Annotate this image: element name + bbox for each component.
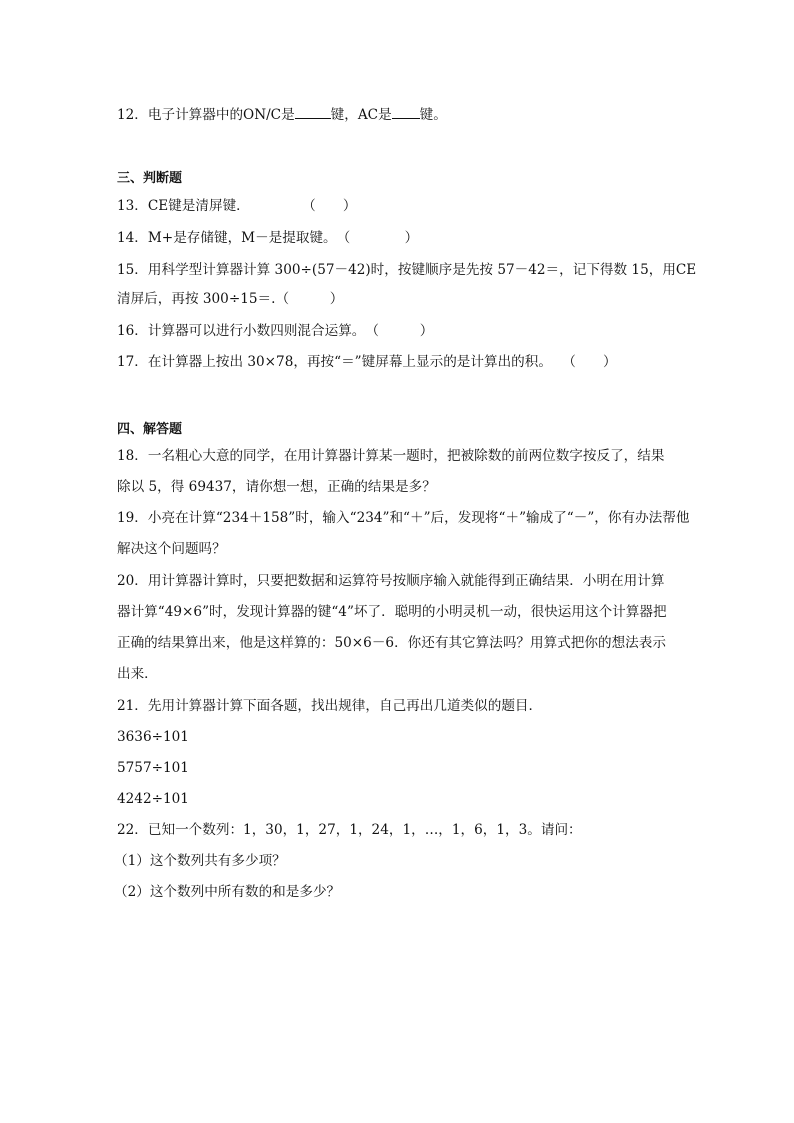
q13-answer-paren[interactable]: （ ） bbox=[302, 198, 357, 214]
question-15-line-1: 15．用科学型计算器计算 300÷(57－42)时，按键顺序是先按 57－42＝，记下得数 15，用CE bbox=[117, 262, 697, 278]
q17-text: 17．在计算器上按出 30×78，再按“＝”键屏幕上显示的是计算出的积。 bbox=[117, 354, 552, 370]
question-13 bbox=[117, 200, 356, 214]
q13-text: 13．CE键是清屏键． bbox=[117, 198, 250, 214]
question-22-sub-2: （2）这个数列中所有数的和是多少？ bbox=[114, 884, 341, 900]
question-19-line-2: 解决这个问题吗？ bbox=[117, 541, 226, 557]
question-15-line-2 bbox=[117, 293, 343, 307]
question-20-line-4: 出来． bbox=[117, 666, 158, 682]
question-21-line-1: 21．先用计算器计算下面各题，找出规律，自己再出几道类似的题目． bbox=[117, 698, 543, 714]
q16-answer-paren[interactable]: （ ） bbox=[365, 323, 434, 339]
q12-blank-2[interactable] bbox=[392, 106, 420, 119]
question-21-item-1: 3636÷101 bbox=[117, 729, 189, 745]
question-16 bbox=[117, 325, 433, 339]
q17-answer-paren[interactable]: （ ） bbox=[562, 354, 617, 370]
q12-text-a: 12．电子计算器中的ON/C是 bbox=[117, 107, 295, 123]
q12-text-b: 键，AC是 bbox=[330, 107, 392, 123]
question-19-line-1: 19．小亮在计算“234＋158”时，输入“234”和“＋”后，发现将“＋”输成了“－”，你有办法帮他 bbox=[117, 510, 690, 526]
question-12 bbox=[117, 106, 447, 123]
q14-answer-paren[interactable]: （ ） bbox=[336, 230, 419, 246]
question-18-line-2: 除以 5，得 69437，请你想一想，正确的结果是多？ bbox=[117, 479, 436, 495]
question-22-line-1: 22．已知一个数列：1，30，1，27，1，24，1，…，1，6，1，3。请问： bbox=[117, 822, 582, 838]
question-18-line-1: 18．一名粗心大意的同学，在用计算器计算某一题时，把被除数的前两位数字按反了，结果 bbox=[117, 448, 665, 464]
q15-text: 清屏后，再按 300÷15＝. bbox=[117, 291, 276, 307]
q15-answer-paren[interactable]: （ ） bbox=[275, 291, 344, 307]
q12-text-c: 键。 bbox=[419, 107, 447, 123]
question-21-item-2: 5757÷101 bbox=[117, 760, 189, 776]
question-20-line-3: 正确的结果算出来，他是这样算的：50×6－6．你还有其它算法吗？用算式把你的想法表示 bbox=[117, 635, 666, 651]
question-17 bbox=[117, 356, 617, 370]
q14-text: 14．M+是存储键，M－是提取键。 bbox=[117, 230, 337, 246]
question-21-item-3: 4242÷101 bbox=[117, 791, 189, 807]
section-title-answers: 四、解答题 bbox=[117, 422, 183, 437]
question-14 bbox=[117, 232, 418, 246]
question-22-sub-1: （1）这个数列共有多少项？ bbox=[114, 853, 286, 869]
q12-blank-1[interactable] bbox=[295, 106, 331, 119]
question-20-line-2: 器计算“49×6”时，发现计算器的键“4”坏了．聪明的小明灵机一动，很快运用这个计算器把 bbox=[117, 604, 667, 620]
q16-text: 16．计算器可以进行小数四则混合运算。 bbox=[117, 323, 366, 339]
question-20-line-1: 20．用计算器计算时，只要把数据和运算符号按顺序输入就能得到正确结果．小明在用计算 bbox=[117, 573, 665, 589]
section-title-judgement: 三、判断题 bbox=[117, 171, 183, 186]
